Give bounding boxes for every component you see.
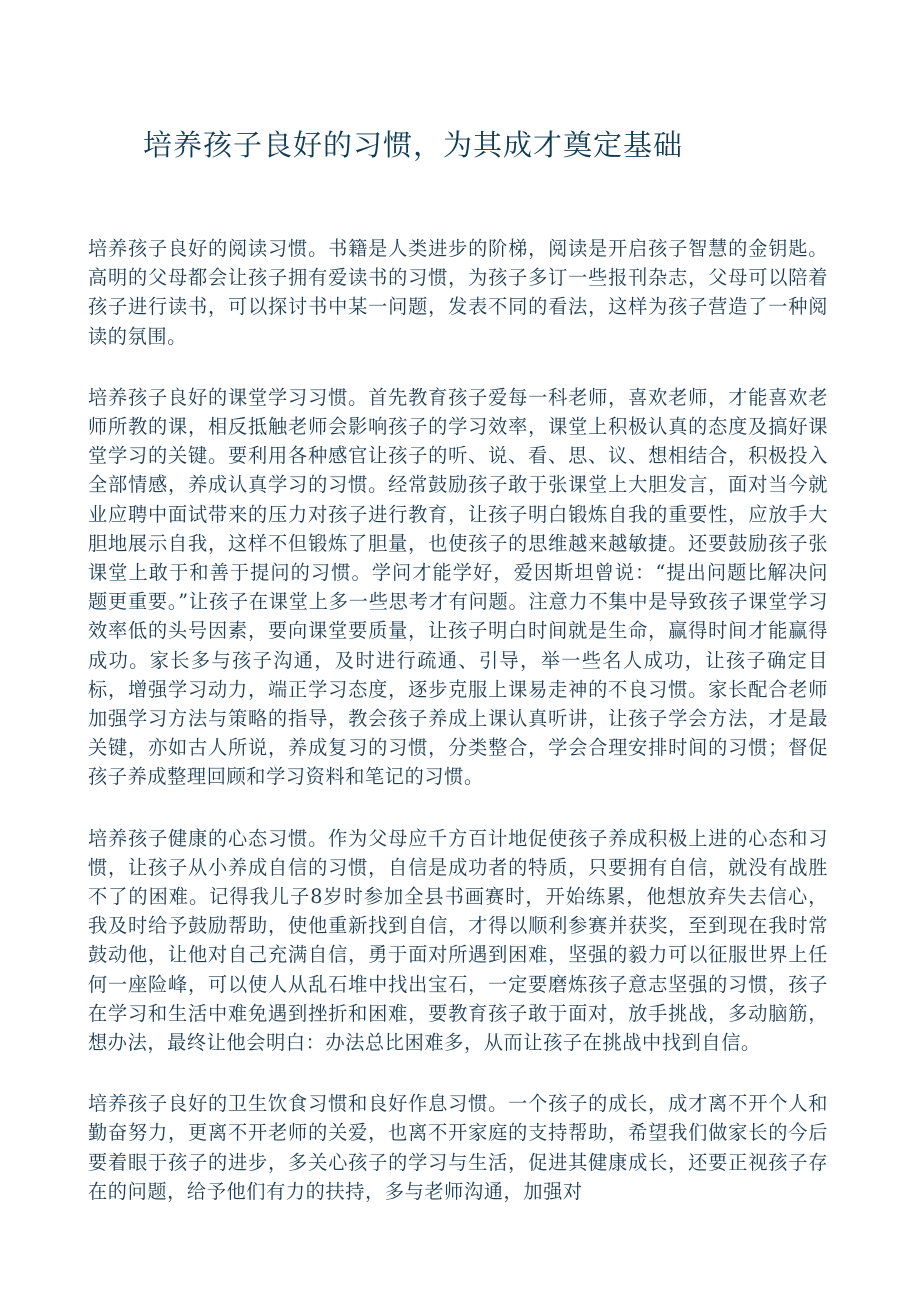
paragraph-reading-habit: 培养孩子良好的阅读习惯。书籍是人类进步的阶梯，阅读是开启孩子智慧的金钥匙。高明的父母都会让孩子拥有爱读书的习惯，为孩子多订一些报刊杂志，父母可以陪着孩子进行读书，可以探讨书中某一问题，发表不同的看法，这样为孩子营造了一种阅读的氛围。 [88, 237, 828, 348]
paragraph-hygiene-habit: 培养孩子良好的卫生饮食习惯和良好作息习惯。一个孩子的成长，成才离不开个人和勤奋努力，更离不开老师的关爱，也离不开家庭的支持帮助，希望我们做家长的今后要着眼于孩子的进步，多关心孩子的学习与生活，促进其健康成长，还要正视孩子存在的问题，给予他们有力的扶持，多与老师沟通，加强对 [88, 1092, 828, 1203]
document-body [88, 234, 828, 1206]
page-title: 培养孩子良好的习惯，为其成才奠定基础 [143, 128, 684, 162]
paragraph-classroom-habit: 培养孩子良好的课堂学习习惯。首先教育孩子爱每一科老师，喜欢老师，才能喜欢老师所教的课，相反抵触老师会影响孩子的学习效率，课堂上积极认真的态度及搞好课堂学习的关键。要利用各种感官让孩子的听、说、看、思、议、想相结合，积极投入全部情感，养成认真学习的习惯。经常鼓励孩子敢于张课堂上大胆发言，面对当今就业应聘中面试带来的压力对孩子进行教育，让孩子明白锻炼自我的重要性，应放手大胆地展示自我，这样不但锻炼了胆量，也使孩子的思维越来越敏捷。还要鼓励孩子张课堂上敢于和善于提问的习惯。学问才能学好，爱因斯坦曾说：“提出问题比解决问题更重要。”让孩子在课堂上多一些思考才有问题。注意力不集中是导致孩子课堂学习效率低的头号因素，要向课堂要质量，让孩子明白时间就是生命，赢得时间才能赢得成功。家长多与孩子沟通，及时进行疏通、引导，举一些名人成功，让孩子确定目标，增强学习动力，端正学习态度，逐步克服上课易走神的不良习惯。家长配合老师加强学习方法与策略的指导，教会孩子养成上课认真听讲，让孩子学会方法，才是最关键，亦如古人所说，养成复习的习惯，分类整合，学会合理安排时间的习惯；督促孩子养成整理回顾和学习资料和笔记的习惯。 [88, 385, 828, 789]
paragraph-mindset-habit: 培养孩子健康的心态习惯。作为父母应千方百计地促使孩子养成积极上进的心态和习惯，让孩子从小养成自信的习惯，自信是成功者的特质，只要拥有自信，就没有战胜不了的困难。记得我儿子8岁时参加全县书画赛时，开始练累，他想放弃失去信心，我及时给予鼓励帮助，使他重新找到自信，才得以顺利参赛并获奖，至到现在我时常鼓动他，让他对自己充满自信，勇于面对所遇到困难，坚强的毅力可以征服世界上任何一座险峰，可以使人从乱石堆中找出宝石，一定要磨炼孩子意志坚强的习惯，孩子在学习和生活中难免遇到挫折和困难，要教育孩子敢于面对，放手挑战，多动脑筋，想办法，最终让他会明白：办法总比困难多，从而让孩子在挑战中找到自信。 [88, 826, 828, 1055]
